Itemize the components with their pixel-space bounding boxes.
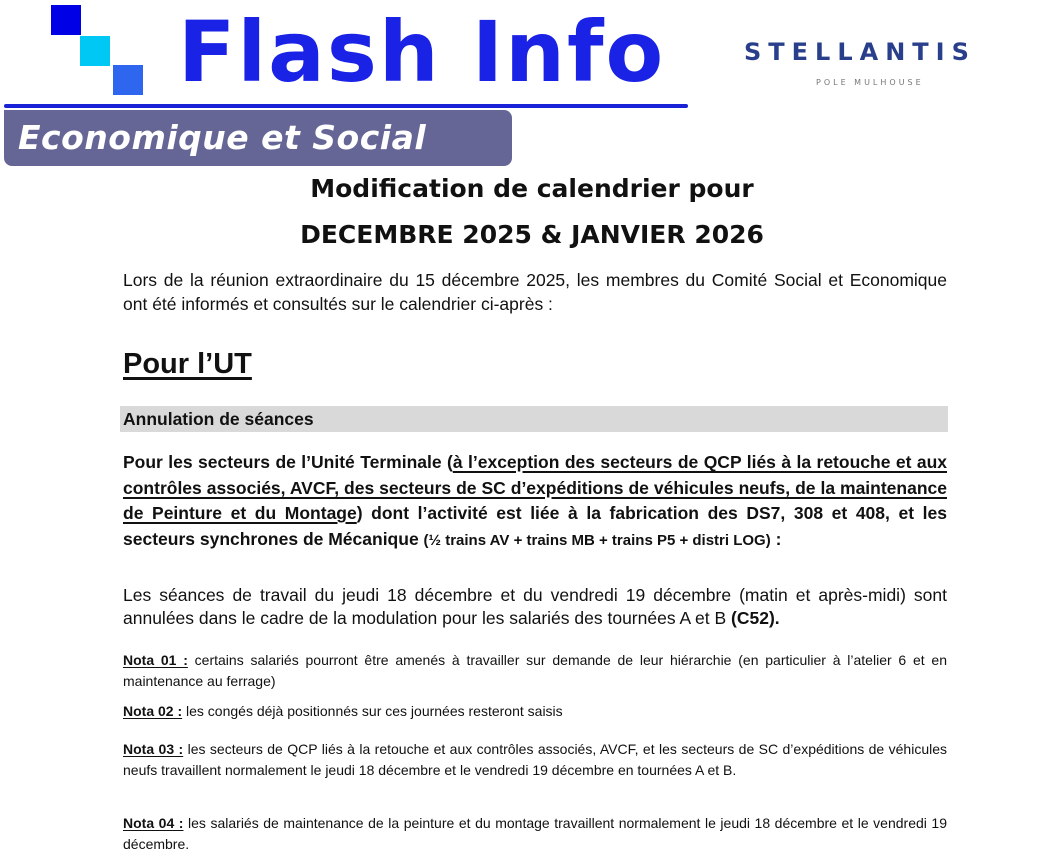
main-paragraph-part1: Pour les secteurs de l’Unité Terminale (: [123, 452, 453, 472]
main-paragraph: [123, 450, 947, 553]
document-title-line1: Modification de calendrier pour: [310, 174, 754, 203]
main-paragraph-exception: à l’exception des secteurs de QCP liés à la retouche et aux contrôles associés, AVCF, des secteurs de SC d’expéditions de véhicules neufs, de la maintenance de Peinture et du Montage: [123, 452, 947, 523]
stellantis-logo: [744, 30, 994, 92]
newsletter-title: Flash Info: [178, 3, 666, 101]
category-banner-label: Economique et Social: [18, 118, 427, 157]
note-02: [123, 701, 947, 722]
logo-square-blue-icon: [113, 65, 143, 95]
note-01: [123, 650, 947, 692]
note-text: les secteurs de QCP liés à la retouche et aux contrôles associés, AVCF, et les secteurs de SC d’expéditions de véhicules neufs travaillent normalement le jeudi 18 décembre et le vendredi 19 décembre en tournées A et B.: [123, 741, 948, 778]
note-03: [123, 739, 947, 781]
header-divider: [4, 104, 688, 108]
note-text: les congés déjà positionnés sur ces journées resteront saisis: [182, 703, 563, 719]
note-text: les salariés de maintenance de la peinture et du montage travaillent normalement le jeudi 18 décembre et le vendredi 19 décembre.: [123, 815, 948, 852]
note-label: Nota 02 :: [123, 703, 183, 719]
main-paragraph-part2: ) dont l’activité est liée à la fabrication des DS7, 308 et 408, et les secteurs synchrones de Mécanique: [123, 503, 947, 549]
note-label: Nota 04 :: [123, 815, 184, 831]
logo-subtitle: POLE MULHOUSE: [816, 78, 924, 87]
document-title-line2: DECEMBRE 2025 & JANVIER 2026: [300, 220, 764, 249]
cancellation-paragraph: [123, 584, 947, 630]
note-label: Nota 01 :: [123, 652, 188, 668]
note-label: Nota 03 :: [123, 741, 184, 757]
note-text: certains salariés pourront être amenés à travailler sur demande de leur hiérarchie (en particulier à l’atelier 6 et en maintenance au ferrage): [123, 652, 948, 689]
subheading-label: Annulation de séances: [123, 409, 314, 429]
section-heading: Pour l’UT: [123, 348, 252, 380]
intro-paragraph: Lors de la réunion extraordinaire du 15 décembre 2025, les membres du Comité Social et Economique ont été informés et consultés sur le calendrier ci-après :: [123, 270, 947, 314]
category-banner: [4, 110, 512, 166]
main-paragraph-part3: :: [770, 528, 782, 549]
note-04: [123, 813, 947, 855]
cancellation-text: Les séances de travail du jeudi 18 décembre et du vendredi 19 décembre (matin et après-midi) sont annulées dans le cadre de la modulation pour les salariés des tournées A et B: [123, 585, 947, 628]
logo-square-cyan-icon: [80, 36, 110, 66]
subheading-bar: [120, 406, 948, 432]
logo-square-dark-icon: [51, 5, 81, 35]
main-paragraph-trains: (½ trains AV + trains MB + trains P5 + distri LOG): [423, 531, 771, 549]
cancellation-code: (C52).: [731, 608, 780, 628]
logo-wordmark: STELLANTIS: [744, 38, 976, 66]
